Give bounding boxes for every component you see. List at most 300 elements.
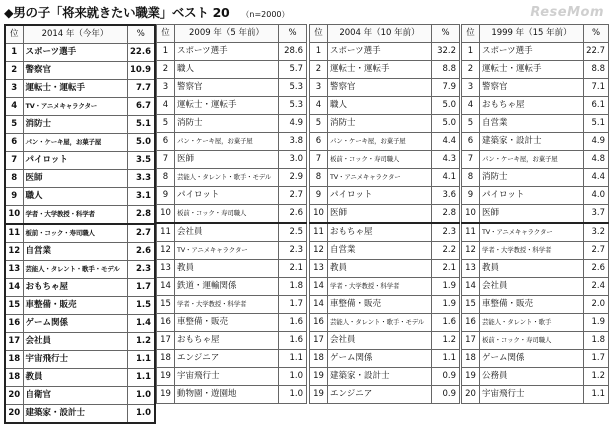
occupation-cell: 宇宙飛行士 bbox=[480, 386, 584, 404]
rank-cell: 12 bbox=[5, 243, 23, 261]
rank-cell: 2 bbox=[462, 61, 480, 79]
rank-cell: 9 bbox=[462, 187, 480, 205]
table-row bbox=[157, 43, 307, 61]
rank-cell: 20 bbox=[5, 405, 23, 424]
percent-cell: 3.0 bbox=[279, 151, 307, 169]
percent-cell: 8.8 bbox=[432, 61, 460, 79]
table-row bbox=[310, 187, 460, 205]
rank-cell: 7 bbox=[310, 151, 328, 169]
occupation-cell: パイロット bbox=[328, 187, 432, 205]
percent-cell: 1.5 bbox=[127, 297, 155, 315]
table-row bbox=[462, 260, 609, 278]
percent-header: % bbox=[279, 25, 307, 43]
occupation-cell: 教員 bbox=[23, 369, 127, 387]
rank-header: 位 bbox=[5, 25, 23, 44]
percent-cell: 1.9 bbox=[432, 296, 460, 314]
percent-cell: 1.1 bbox=[279, 350, 307, 368]
occupation-cell: 学者・大学教授・科学者 bbox=[328, 278, 432, 296]
rank-cell: 6 bbox=[310, 133, 328, 151]
table-row bbox=[157, 223, 307, 242]
occupation-cell: ゲーム関係 bbox=[480, 350, 584, 368]
table-row bbox=[462, 79, 609, 97]
occupation-cell: パン・ケーキ屋，お菓子屋 bbox=[23, 134, 127, 152]
rank-cell: 19 bbox=[310, 386, 328, 404]
percent-header: % bbox=[127, 25, 155, 44]
rank-cell: 14 bbox=[310, 296, 328, 314]
ranking-panel-4 bbox=[461, 24, 609, 404]
table-header-row bbox=[462, 25, 609, 43]
table-row bbox=[462, 43, 609, 61]
percent-cell: 2.7 bbox=[584, 242, 609, 260]
percent-cell: 1.8 bbox=[279, 278, 307, 296]
percent-cell: 1.7 bbox=[279, 296, 307, 314]
occupation-cell: エンジニア bbox=[328, 386, 432, 404]
occupation-cell: ゲーム関係 bbox=[23, 315, 127, 333]
rank-header: 位 bbox=[462, 25, 480, 43]
rank-cell: 17 bbox=[5, 333, 23, 351]
percent-cell: 3.3 bbox=[127, 170, 155, 188]
percent-cell: 1.0 bbox=[127, 387, 155, 405]
occupation-cell: 芸能人・タレント・歌手 bbox=[480, 314, 584, 332]
year-header: 2014 年（今年） bbox=[23, 25, 127, 44]
table-row bbox=[5, 170, 155, 188]
occupation-cell: パイロット bbox=[175, 187, 279, 205]
percent-cell: 4.4 bbox=[584, 169, 609, 187]
table-row bbox=[462, 278, 609, 296]
percent-cell: 4.3 bbox=[432, 151, 460, 169]
percent-header: % bbox=[432, 25, 460, 43]
occupation-cell: 運転士・運転手 bbox=[480, 61, 584, 79]
percent-cell: 28.6 bbox=[279, 43, 307, 61]
percent-cell: 1.1 bbox=[127, 351, 155, 369]
rank-cell: 13 bbox=[462, 260, 480, 278]
table-row bbox=[5, 62, 155, 80]
table-row bbox=[462, 223, 609, 242]
occupation-cell: 板前・コック・寿司職人 bbox=[328, 151, 432, 169]
occupation-cell: 警察官 bbox=[328, 79, 432, 97]
rank-cell: 5 bbox=[310, 115, 328, 133]
rank-cell: 14 bbox=[157, 278, 175, 296]
occupation-cell: 消防士 bbox=[175, 115, 279, 133]
table-row bbox=[310, 368, 460, 386]
table-row bbox=[157, 97, 307, 115]
occupation-cell: 運転士・運転手 bbox=[23, 80, 127, 98]
table-row bbox=[462, 97, 609, 115]
rank-header: 位 bbox=[157, 25, 175, 43]
table-row bbox=[310, 278, 460, 296]
rank-cell: 18 bbox=[310, 350, 328, 368]
rank-cell: 16 bbox=[5, 315, 23, 333]
occupation-cell: 公務員 bbox=[480, 368, 584, 386]
ranking-table bbox=[156, 24, 307, 404]
table-row bbox=[157, 242, 307, 260]
occupation-cell: 板前・コック・寿司職人 bbox=[175, 205, 279, 224]
table-row bbox=[5, 369, 155, 387]
percent-cell: 4.4 bbox=[432, 133, 460, 151]
table-row bbox=[157, 61, 307, 79]
table-row bbox=[5, 206, 155, 225]
rank-cell: 11 bbox=[5, 224, 23, 243]
rank-cell: 15 bbox=[157, 296, 175, 314]
table-row bbox=[310, 79, 460, 97]
rank-cell: 4 bbox=[462, 97, 480, 115]
rank-cell: 3 bbox=[157, 79, 175, 97]
rank-header: 位 bbox=[310, 25, 328, 43]
occupation-cell: 医師 bbox=[175, 151, 279, 169]
percent-cell: 7.9 bbox=[432, 79, 460, 97]
rank-cell: 5 bbox=[5, 116, 23, 134]
rank-cell: 12 bbox=[310, 242, 328, 260]
occupation-cell: 建築家・設計士 bbox=[328, 368, 432, 386]
occupation-cell: TV・アニメキャラクター bbox=[480, 223, 584, 242]
ranking-table bbox=[309, 24, 460, 404]
occupation-cell: 職人 bbox=[175, 61, 279, 79]
occupation-cell: 車整備・販売 bbox=[23, 297, 127, 315]
rank-cell: 3 bbox=[310, 79, 328, 97]
table-row bbox=[310, 43, 460, 61]
table-row bbox=[5, 243, 155, 261]
table-row bbox=[5, 80, 155, 98]
percent-cell: 32.2 bbox=[432, 43, 460, 61]
rank-cell: 11 bbox=[310, 223, 328, 242]
table-row bbox=[5, 152, 155, 170]
occupation-cell: 芸能人・タレント・歌手・モデル bbox=[23, 261, 127, 279]
table-row bbox=[5, 351, 155, 369]
occupation-cell: TV・アニメキャラクター bbox=[175, 242, 279, 260]
table-row bbox=[5, 333, 155, 351]
table-row bbox=[310, 97, 460, 115]
occupation-cell: おもちゃ屋 bbox=[328, 223, 432, 242]
percent-cell: 2.1 bbox=[279, 260, 307, 278]
rank-cell: 9 bbox=[5, 188, 23, 206]
percent-cell: 2.8 bbox=[432, 205, 460, 224]
occupation-cell: パイロット bbox=[480, 187, 584, 205]
ranking-panel-2 bbox=[156, 24, 307, 404]
percent-cell: 2.0 bbox=[584, 296, 609, 314]
table-row bbox=[5, 116, 155, 134]
percent-cell: 1.1 bbox=[432, 350, 460, 368]
table-row bbox=[310, 133, 460, 151]
occupation-cell: 職人 bbox=[23, 188, 127, 206]
rank-cell: 6 bbox=[157, 133, 175, 151]
rank-cell: 5 bbox=[157, 115, 175, 133]
occupation-cell: 消防士 bbox=[480, 169, 584, 187]
rank-cell: 3 bbox=[5, 80, 23, 98]
occupation-cell: 板前・コック・寿司職人 bbox=[480, 332, 584, 350]
table-row bbox=[462, 386, 609, 404]
percent-cell: 2.9 bbox=[279, 169, 307, 187]
table-header-row bbox=[310, 25, 460, 43]
rank-cell: 1 bbox=[5, 44, 23, 62]
occupation-cell: 会社員 bbox=[328, 332, 432, 350]
rank-cell: 15 bbox=[462, 296, 480, 314]
percent-cell: 4.9 bbox=[584, 133, 609, 151]
percent-cell: 1.0 bbox=[279, 368, 307, 386]
percent-cell: 1.4 bbox=[127, 315, 155, 333]
occupation-cell: 建築家・設計士 bbox=[23, 405, 127, 424]
percent-cell: 2.3 bbox=[279, 242, 307, 260]
occupation-cell: 学者・大学教授・科学者 bbox=[23, 206, 127, 225]
occupation-cell: 会社員 bbox=[480, 278, 584, 296]
occupation-cell: 会社員 bbox=[23, 333, 127, 351]
table-row bbox=[5, 224, 155, 243]
percent-cell: 5.1 bbox=[584, 115, 609, 133]
table-row bbox=[310, 223, 460, 242]
percent-cell: 2.8 bbox=[127, 206, 155, 225]
table-row bbox=[462, 296, 609, 314]
percent-cell: 5.3 bbox=[279, 97, 307, 115]
occupation-cell: 芸能人・タレント・歌手・モデル bbox=[328, 314, 432, 332]
percent-cell: 1.9 bbox=[432, 278, 460, 296]
occupation-cell: 自営業 bbox=[328, 242, 432, 260]
percent-cell: 1.0 bbox=[279, 386, 307, 404]
table-row bbox=[462, 187, 609, 205]
percent-cell: 3.1 bbox=[127, 188, 155, 206]
occupation-cell: パイロット bbox=[23, 152, 127, 170]
occupation-cell: 学者・大学教授・科学者 bbox=[175, 296, 279, 314]
occupation-cell: TV・アニメキャラクター bbox=[23, 98, 127, 116]
table-row bbox=[310, 115, 460, 133]
rank-cell: 2 bbox=[5, 62, 23, 80]
percent-cell: 1.9 bbox=[584, 314, 609, 332]
rank-cell: 1 bbox=[157, 43, 175, 61]
percent-cell: 2.7 bbox=[127, 224, 155, 243]
occupation-cell: 医師 bbox=[480, 205, 584, 224]
percent-cell: 2.6 bbox=[127, 243, 155, 261]
percent-cell: 6.1 bbox=[584, 97, 609, 115]
percent-cell: 1.0 bbox=[127, 405, 155, 424]
rank-cell: 9 bbox=[310, 187, 328, 205]
occupation-cell: パン・ケーキ屋，お菓子屋 bbox=[175, 133, 279, 151]
occupation-cell: ゲーム関係 bbox=[328, 350, 432, 368]
occupation-cell: スポーツ選手 bbox=[328, 43, 432, 61]
ranking-panel-1 bbox=[4, 24, 156, 424]
rank-cell: 7 bbox=[5, 152, 23, 170]
percent-cell: 6.7 bbox=[127, 98, 155, 116]
rank-cell: 10 bbox=[462, 205, 480, 224]
table-row bbox=[462, 350, 609, 368]
occupation-cell: パン・ケーキ屋，お菓子屋 bbox=[328, 133, 432, 151]
table-header-row bbox=[157, 25, 307, 43]
page-title: ◆男の子「将来就きたい職業」ベスト 20 bbox=[4, 5, 230, 20]
rank-cell: 12 bbox=[157, 242, 175, 260]
occupation-cell: 警察官 bbox=[175, 79, 279, 97]
rank-cell: 19 bbox=[310, 368, 328, 386]
percent-cell: 1.1 bbox=[127, 369, 155, 387]
table-row bbox=[157, 115, 307, 133]
rank-cell: 4 bbox=[310, 97, 328, 115]
rank-cell: 7 bbox=[462, 151, 480, 169]
percent-cell: 3.8 bbox=[279, 133, 307, 151]
percent-cell: 2.4 bbox=[584, 278, 609, 296]
percent-cell: 1.2 bbox=[127, 333, 155, 351]
rank-cell: 17 bbox=[462, 332, 480, 350]
rank-cell: 17 bbox=[157, 332, 175, 350]
percent-cell: 1.6 bbox=[279, 314, 307, 332]
percent-cell: 4.1 bbox=[432, 169, 460, 187]
rank-cell: 13 bbox=[310, 260, 328, 278]
occupation-cell: おもちゃ屋 bbox=[480, 97, 584, 115]
occupation-cell: 車整備・販売 bbox=[328, 296, 432, 314]
table-row bbox=[5, 297, 155, 315]
rank-cell: 20 bbox=[462, 386, 480, 404]
table-row bbox=[462, 368, 609, 386]
table-row bbox=[310, 386, 460, 404]
table-row bbox=[310, 260, 460, 278]
percent-cell: 1.7 bbox=[127, 279, 155, 297]
percent-cell: 5.7 bbox=[279, 61, 307, 79]
occupation-cell: スポーツ選手 bbox=[480, 43, 584, 61]
occupation-cell: 宇宙飛行士 bbox=[175, 368, 279, 386]
percent-cell: 4.0 bbox=[584, 187, 609, 205]
table-row bbox=[157, 79, 307, 97]
rank-cell: 11 bbox=[157, 223, 175, 242]
occupation-cell: 自衛官 bbox=[23, 387, 127, 405]
occupation-cell: 教員 bbox=[328, 260, 432, 278]
rank-cell: 1 bbox=[310, 43, 328, 61]
table-row bbox=[157, 332, 307, 350]
ranking-table bbox=[461, 24, 609, 404]
table-row bbox=[462, 61, 609, 79]
rank-cell: 19 bbox=[157, 368, 175, 386]
percent-header: % bbox=[584, 25, 609, 43]
table-row bbox=[157, 260, 307, 278]
year-header: 2009 年（5 年前） bbox=[175, 25, 279, 43]
table-row bbox=[5, 405, 155, 424]
occupation-cell: 鉄道・運輸関係 bbox=[175, 278, 279, 296]
percent-cell: 0.9 bbox=[432, 386, 460, 404]
rank-cell: 8 bbox=[310, 169, 328, 187]
table-row bbox=[5, 387, 155, 405]
occupation-cell: 消防士 bbox=[328, 115, 432, 133]
table-row bbox=[157, 151, 307, 169]
table-row bbox=[462, 314, 609, 332]
rank-cell: 2 bbox=[310, 61, 328, 79]
percent-cell: 0.9 bbox=[432, 368, 460, 386]
occupation-cell: スポーツ選手 bbox=[23, 44, 127, 62]
table-row bbox=[310, 350, 460, 368]
table-row bbox=[5, 44, 155, 62]
table-row bbox=[157, 350, 307, 368]
occupation-cell: 車整備・販売 bbox=[175, 314, 279, 332]
occupation-cell: 学者・大学教授・科学者 bbox=[480, 242, 584, 260]
rank-cell: 5 bbox=[462, 115, 480, 133]
rank-cell: 19 bbox=[462, 368, 480, 386]
percent-cell: 2.3 bbox=[432, 223, 460, 242]
rank-cell: 12 bbox=[462, 242, 480, 260]
table-row bbox=[5, 134, 155, 152]
occupation-cell: 警察官 bbox=[480, 79, 584, 97]
occupation-cell: パン・ケーキ屋，お菓子屋 bbox=[480, 151, 584, 169]
rank-cell: 16 bbox=[157, 314, 175, 332]
title-bar bbox=[4, 3, 290, 21]
rank-cell: 8 bbox=[157, 169, 175, 187]
table-row bbox=[157, 386, 307, 404]
year-header: 2004 年（10 年前） bbox=[328, 25, 432, 43]
percent-cell: 1.1 bbox=[584, 386, 609, 404]
ranking-panel-3 bbox=[309, 24, 460, 404]
rank-cell: 8 bbox=[462, 169, 480, 187]
percent-cell: 5.3 bbox=[279, 79, 307, 97]
rank-cell: 15 bbox=[5, 297, 23, 315]
percent-cell: 3.7 bbox=[584, 205, 609, 224]
occupation-cell: 建築家・設計士 bbox=[480, 133, 584, 151]
sample-size-note: （n=2000） bbox=[241, 10, 290, 19]
table-row bbox=[157, 187, 307, 205]
rank-cell: 4 bbox=[157, 97, 175, 115]
table-row bbox=[157, 133, 307, 151]
rank-cell: 17 bbox=[310, 332, 328, 350]
rank-cell: 18 bbox=[157, 350, 175, 368]
occupation-cell: 芸能人・タレント・歌手・モデル bbox=[175, 169, 279, 187]
rank-cell: 16 bbox=[310, 314, 328, 332]
percent-cell: 22.6 bbox=[127, 44, 155, 62]
table-row bbox=[462, 151, 609, 169]
table-row bbox=[462, 115, 609, 133]
table-header-row bbox=[5, 25, 155, 44]
percent-cell: 1.6 bbox=[432, 314, 460, 332]
table-row bbox=[462, 332, 609, 350]
rank-cell: 6 bbox=[462, 133, 480, 151]
rank-cell: 18 bbox=[462, 350, 480, 368]
table-row bbox=[5, 315, 155, 333]
percent-cell: 10.9 bbox=[127, 62, 155, 80]
occupation-cell: 動物園・遊園地 bbox=[175, 386, 279, 404]
ranking-table bbox=[4, 24, 156, 424]
table-row bbox=[157, 205, 307, 224]
table-row bbox=[310, 151, 460, 169]
rank-cell: 19 bbox=[157, 386, 175, 404]
occupation-cell: TV・アニメキャラクター bbox=[328, 169, 432, 187]
occupation-cell: 警察官 bbox=[23, 62, 127, 80]
percent-cell: 1.8 bbox=[584, 332, 609, 350]
percent-cell: 5.1 bbox=[127, 116, 155, 134]
percent-cell: 4.8 bbox=[584, 151, 609, 169]
percent-cell: 2.2 bbox=[432, 242, 460, 260]
occupation-cell: 教員 bbox=[480, 260, 584, 278]
percent-cell: 4.9 bbox=[279, 115, 307, 133]
rank-cell: 18 bbox=[5, 369, 23, 387]
rank-cell: 9 bbox=[157, 187, 175, 205]
table-row bbox=[157, 314, 307, 332]
rank-cell: 10 bbox=[310, 205, 328, 224]
percent-cell: 1.2 bbox=[584, 368, 609, 386]
rank-cell: 18 bbox=[5, 351, 23, 369]
occupation-cell: 運転士・運転手 bbox=[328, 61, 432, 79]
rank-cell: 7 bbox=[157, 151, 175, 169]
table-row bbox=[5, 188, 155, 206]
percent-cell: 1.7 bbox=[584, 350, 609, 368]
percent-cell: 7.7 bbox=[127, 80, 155, 98]
rank-cell: 10 bbox=[157, 205, 175, 224]
occupation-cell: 医師 bbox=[23, 170, 127, 188]
table-row bbox=[310, 205, 460, 224]
occupation-cell: 消防士 bbox=[23, 116, 127, 134]
rank-cell: 6 bbox=[5, 134, 23, 152]
rank-cell: 20 bbox=[5, 387, 23, 405]
occupation-cell: スポーツ選手 bbox=[175, 43, 279, 61]
percent-cell: 22.7 bbox=[584, 43, 609, 61]
table-row bbox=[310, 169, 460, 187]
rank-cell: 14 bbox=[462, 278, 480, 296]
table-row bbox=[310, 314, 460, 332]
rank-cell: 13 bbox=[157, 260, 175, 278]
occupation-cell: 会社員 bbox=[175, 223, 279, 242]
percent-cell: 2.6 bbox=[584, 260, 609, 278]
percent-cell: 8.8 bbox=[584, 61, 609, 79]
occupation-cell: 宇宙飛行士 bbox=[23, 351, 127, 369]
occupation-cell: おもちゃ屋 bbox=[175, 332, 279, 350]
